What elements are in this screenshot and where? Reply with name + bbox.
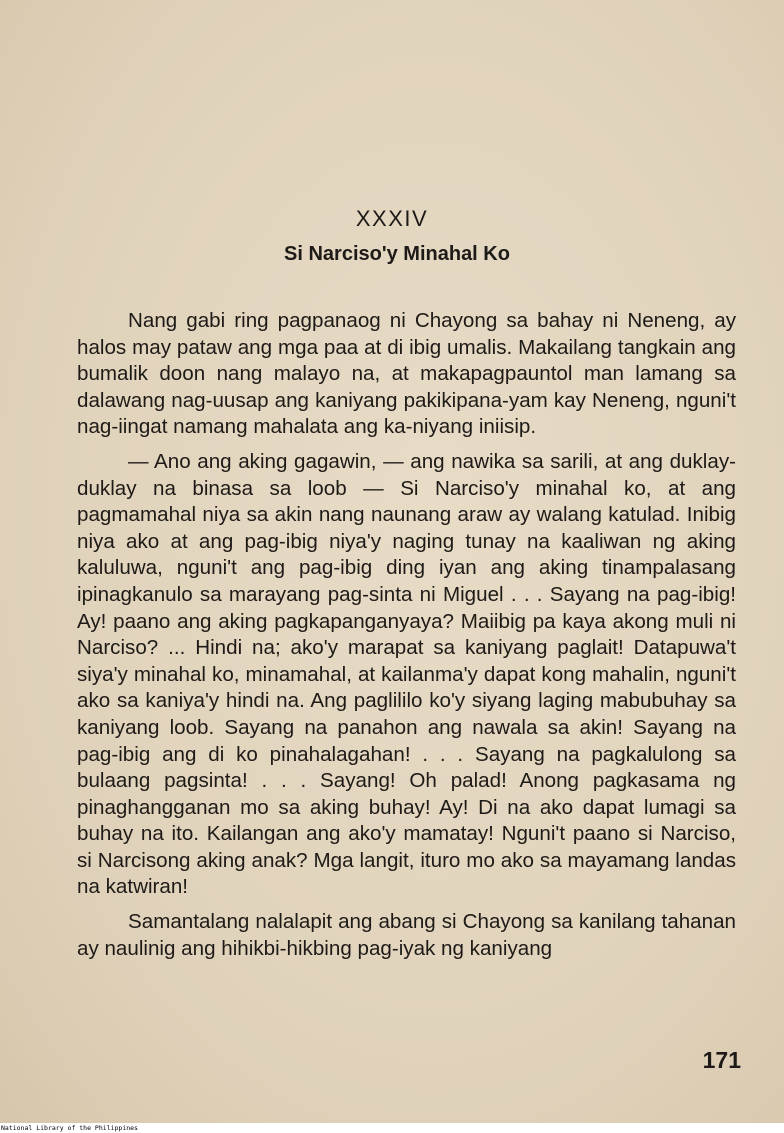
chapter-number: XXXIV <box>355 206 429 231</box>
page-number: 171 <box>702 1047 741 1073</box>
chapter-title: Si Narciso'y Minahal Ko <box>284 243 510 265</box>
paragraph-3: Samantalang nalalapit ang abang si Chayong sa kanilang tahanan ay naulinig ang hihikbi-hikbing pag-iyak ng kaniyang <box>77 910 736 960</box>
library-credit: National Library of the Philippines <box>0 1123 784 1133</box>
chapter-body <box>77 308 736 962</box>
paragraph-2: — Ano ang aking gagawin, — ang nawika sa sarili, at ang duklay-duklay na binasa sa loob — Si Narciso'y minahal ko, at ang pagmamahal niya sa akin nang naunang araw ay walang katulad. Inibig niya ako at ang pag-ibig niya'y naging tunay na kaaliwan ng aking kaluluwa, nguni't ang pag-ibig ding iyan ang aking tinampalasang ipinagkanulo sa marayang pag-sinta ni Miguel . . . Sayang na pag-ibig! Ay! paano ang aking pagkapanganyaya? Maiibig pa kaya akong muli ni Narciso? ... Hindi na; ako'y marapat sa kaniyang paglait! Datapuwa't siya'y minahal ko, minamahal, at kailanma'y dapat kong mahalin, nguni't ako sa kaniya'y hindi na. Ang paglililo ko'y siyang laging mabubuhay sa kaniyang loob. Sayang na panahon ang nawala sa akin! Sayang na pag-ibig ang di ko pinahalagahan! . . . Sayang na pagkalulong sa bulaang pagsinta! . . . Sayang! Oh palad! Anong pagkasama ng pinaghangganan mo sa aking buhay! Ay! Di na ako dapat lumagi sa buhay na ito. Kailangan ang ako'y mamatay! Nguni't paano si Narciso, si Narcisong aking anak? Mga langit, ituro mo ako sa mayamang landas na katwiran! <box>77 449 736 899</box>
paragraph-1: Nang gabi ring pagpanaog ni Chayong sa bahay ni Neneng, ay halos may pataw ang mga paa at di ibig umalis. Makailang tangkain ang bumalik doon nang malayo na, at makapagpauntol man lamang sa dalawang nag-uusap ang kaniyang pakikipana-yam kay Neneng, nguni't nag-iingat namang mahalata ang ka-niyang iniisip. <box>77 309 736 439</box>
